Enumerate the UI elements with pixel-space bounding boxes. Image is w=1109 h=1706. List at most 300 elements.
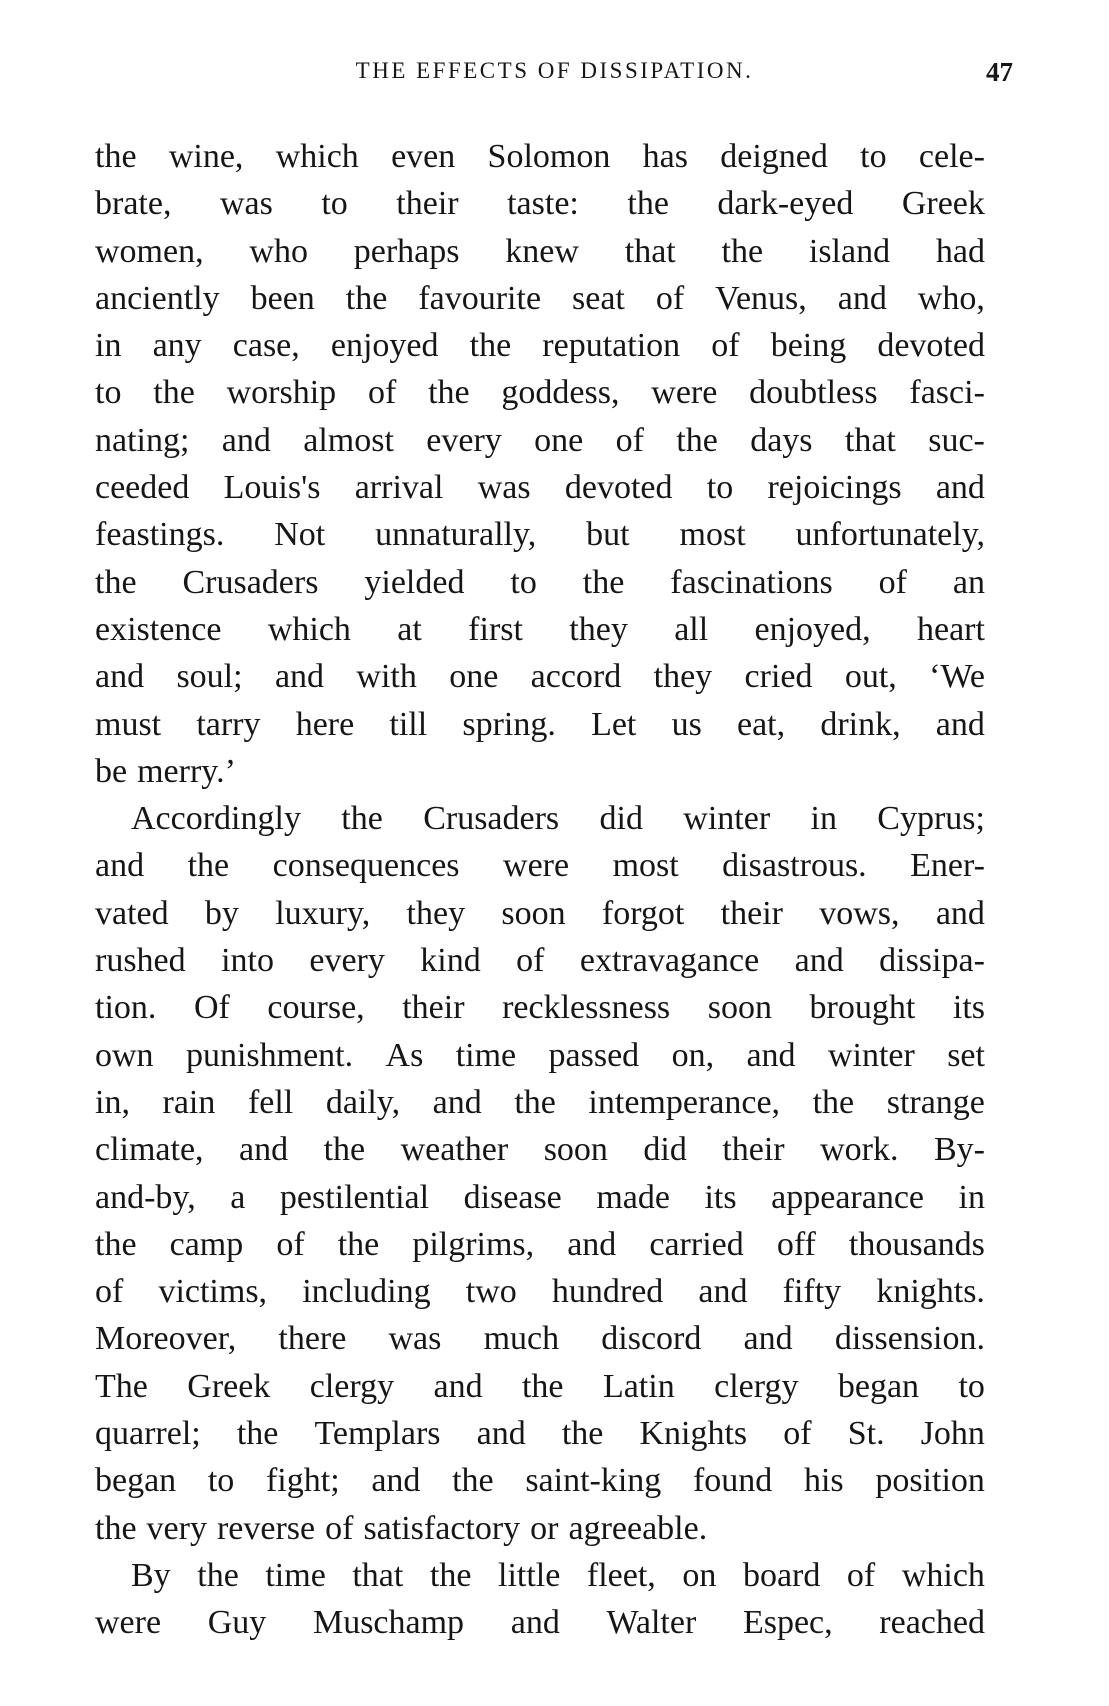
word: by	[204, 894, 239, 932]
text-line	[95, 1032, 985, 1079]
word: to	[321, 185, 348, 223]
word: ‘We	[929, 658, 985, 696]
word: that	[624, 232, 676, 270]
word: and	[567, 1225, 617, 1263]
word: of	[325, 1509, 354, 1547]
word: the	[521, 1367, 564, 1405]
word: By-	[933, 1131, 985, 1169]
word: and	[837, 279, 887, 317]
word: Walter	[606, 1604, 697, 1642]
word: of	[367, 374, 397, 412]
word: on,	[671, 1036, 715, 1074]
word: of	[711, 327, 740, 365]
word: worship	[226, 374, 337, 412]
word: Crusaders	[182, 563, 319, 601]
word: rain	[162, 1083, 216, 1121]
word: heart	[917, 610, 985, 648]
word: to	[207, 1462, 235, 1500]
word: the	[153, 374, 195, 412]
word: feastings.	[95, 516, 225, 554]
word: in,	[95, 1083, 130, 1121]
word: As	[385, 1036, 424, 1074]
word: and	[935, 894, 985, 932]
text-line	[95, 1221, 985, 1268]
word: knights.	[876, 1273, 985, 1311]
word: found	[692, 1462, 773, 1500]
word: discord	[601, 1320, 702, 1358]
word: us	[671, 705, 702, 743]
word: soul;	[176, 658, 243, 696]
word: to	[958, 1367, 985, 1405]
word: being	[770, 327, 847, 365]
word: The	[95, 1367, 148, 1405]
word: arrival	[354, 469, 444, 507]
text-line	[95, 1363, 985, 1410]
text-line	[95, 1315, 985, 1362]
word: daily,	[325, 1083, 401, 1121]
word: little	[498, 1556, 561, 1594]
word: that	[844, 421, 896, 459]
word: kind	[420, 942, 481, 980]
word: the	[95, 563, 137, 601]
word: their	[402, 989, 465, 1027]
word: accord	[530, 658, 622, 696]
word: women,	[95, 232, 204, 270]
word: on	[682, 1556, 717, 1594]
word: favourite	[418, 279, 542, 317]
text-line	[95, 1126, 985, 1173]
word: every	[309, 942, 385, 980]
word: was	[388, 1320, 442, 1358]
word: hundred	[551, 1273, 664, 1311]
word: enjoyed,	[754, 610, 871, 648]
word: and-by,	[95, 1178, 196, 1216]
text-line	[95, 559, 985, 606]
word: and	[433, 1367, 483, 1405]
word: of	[783, 1415, 812, 1453]
word: their	[396, 185, 459, 223]
word: seat	[572, 279, 625, 317]
word: there	[278, 1320, 347, 1358]
word: dissipa-	[879, 942, 985, 980]
word: clergy	[309, 1367, 395, 1405]
word: fascinations	[670, 563, 833, 601]
word: the	[561, 1415, 604, 1453]
word: tion.	[95, 989, 157, 1027]
word: who	[249, 232, 308, 270]
word: was	[219, 185, 273, 223]
word: winter	[827, 1036, 915, 1074]
word: Not	[274, 516, 326, 554]
word: weather	[400, 1131, 509, 1169]
word: to	[706, 469, 734, 507]
word: drink,	[820, 705, 901, 743]
word: off	[776, 1225, 816, 1263]
word: were	[95, 1604, 162, 1642]
word: much	[483, 1320, 560, 1358]
word: a	[230, 1178, 246, 1216]
text-line	[95, 1505, 985, 1552]
word: forgot	[601, 894, 685, 932]
text-line	[95, 606, 985, 653]
word: of	[95, 1273, 124, 1311]
word: and	[935, 705, 985, 743]
word: Solomon	[487, 138, 611, 175]
word: they	[406, 894, 466, 932]
word: was	[477, 469, 531, 507]
word: who,	[917, 279, 985, 317]
word: at	[397, 610, 422, 648]
word: time	[265, 1556, 326, 1594]
word: anciently	[95, 279, 220, 317]
text-line	[95, 1174, 985, 1221]
word: position	[875, 1462, 985, 1500]
word: their	[722, 1131, 785, 1169]
word: Moreover,	[95, 1320, 237, 1358]
word: recklessness	[502, 989, 671, 1027]
word: Accordingly	[131, 800, 301, 838]
word: By	[131, 1556, 171, 1594]
word: the	[429, 1556, 472, 1594]
word: their	[720, 894, 783, 932]
word: clergy	[714, 1367, 799, 1405]
word: the	[187, 847, 230, 885]
word: the	[514, 1083, 556, 1121]
word: the	[721, 232, 764, 270]
word: the	[676, 421, 718, 459]
word: an	[952, 563, 985, 601]
word: most	[679, 516, 746, 554]
word: did	[599, 800, 643, 838]
word: work.	[820, 1131, 899, 1169]
word: time	[455, 1036, 517, 1074]
word: pestilential	[279, 1178, 430, 1216]
word: and	[95, 658, 145, 696]
word: unnaturally,	[375, 516, 537, 554]
word: merry.’	[137, 752, 236, 790]
word: one	[449, 658, 499, 696]
paragraph-start-line	[95, 795, 985, 842]
word: nating;	[95, 421, 190, 459]
word: intemperance,	[588, 1083, 781, 1121]
word: the	[341, 800, 383, 838]
word: the	[469, 327, 512, 365]
word: which	[267, 610, 351, 648]
text-line	[95, 937, 985, 984]
word: they	[569, 610, 628, 648]
word: vows,	[819, 894, 900, 932]
word: and	[274, 658, 325, 696]
word: every	[426, 421, 502, 459]
word: they	[653, 658, 713, 696]
word: to	[860, 138, 887, 175]
word: had	[935, 232, 985, 270]
word: in	[958, 1178, 985, 1216]
word: been	[250, 279, 315, 317]
word: of	[516, 942, 545, 980]
word: one	[534, 421, 584, 459]
word: of	[878, 563, 907, 601]
word: any	[152, 327, 202, 365]
word: its	[704, 1178, 737, 1216]
word: goddess,	[501, 374, 620, 412]
word: and	[239, 1131, 289, 1169]
word: and	[95, 847, 145, 885]
text-line	[95, 1268, 985, 1315]
word: including	[302, 1273, 431, 1311]
word: Ener-	[910, 847, 985, 885]
word: Crusaders	[423, 800, 560, 838]
page-number: 47	[986, 57, 1013, 87]
text-line	[95, 464, 985, 511]
text-line	[95, 275, 985, 322]
word: knew	[505, 232, 579, 270]
word: reputation	[542, 327, 681, 365]
word: the	[337, 1225, 380, 1263]
word: rushed	[95, 942, 186, 980]
word: Louis's	[223, 469, 321, 507]
word: and	[743, 1320, 793, 1358]
word: dissension.	[834, 1320, 985, 1358]
word: Muschamp	[312, 1604, 465, 1642]
word: agreeable.	[568, 1509, 708, 1547]
word: the	[95, 1509, 137, 1547]
text-line	[95, 890, 985, 937]
word: of	[655, 279, 685, 317]
word: unfortunately,	[795, 516, 985, 554]
word: luxury,	[275, 894, 371, 932]
word: board	[742, 1556, 821, 1594]
word: passed	[548, 1036, 640, 1074]
word: of	[276, 1225, 305, 1263]
word: here	[295, 705, 355, 743]
word: eat,	[736, 705, 786, 743]
word: tarry	[196, 705, 261, 743]
word: taste:	[507, 185, 579, 223]
word: thousands	[848, 1225, 985, 1263]
word: and	[432, 1083, 482, 1121]
word: victims,	[158, 1273, 268, 1311]
word: began	[95, 1462, 177, 1500]
word: in	[95, 327, 122, 365]
word: quarrel;	[95, 1415, 201, 1453]
word: pilgrims,	[412, 1225, 535, 1263]
word: very	[146, 1509, 207, 1547]
text-line	[95, 842, 985, 889]
word: Cyprus;	[877, 800, 985, 838]
word: case,	[232, 327, 300, 365]
word: to	[95, 374, 122, 412]
text-line	[95, 653, 985, 700]
word: Of	[193, 989, 230, 1027]
word: the	[452, 1462, 494, 1500]
word: devoted	[564, 469, 673, 507]
word: cele-	[918, 138, 985, 175]
word: own	[95, 1036, 154, 1074]
paragraph-start-line	[95, 1552, 985, 1599]
chapter-title: THE EFFECTS OF DISSIPATION.	[355, 58, 754, 83]
word: and	[510, 1604, 560, 1642]
word: which	[275, 138, 359, 175]
word: most	[612, 847, 679, 885]
text-line	[95, 417, 985, 464]
word: camp	[169, 1225, 244, 1263]
word: ceeded	[95, 469, 190, 507]
word: soon	[501, 894, 566, 932]
word: of	[615, 421, 644, 459]
word: extravagance	[579, 942, 760, 980]
word: the	[95, 1225, 137, 1263]
text-line	[95, 228, 985, 275]
word: Espec,	[742, 1604, 833, 1642]
word: enjoyed	[330, 327, 439, 365]
word: all	[674, 610, 709, 648]
text-line	[95, 1079, 985, 1126]
word: the	[812, 1083, 855, 1121]
word: carried	[649, 1225, 744, 1263]
word: to	[510, 563, 537, 601]
word: wine,	[168, 138, 244, 175]
body-text	[95, 133, 985, 1647]
word: set	[947, 1036, 985, 1074]
word: that	[352, 1556, 404, 1594]
word: the	[95, 138, 137, 175]
word: existence	[95, 610, 222, 648]
word: the	[323, 1131, 366, 1169]
word: climate,	[95, 1131, 204, 1169]
text-line	[95, 1457, 985, 1504]
word: did	[643, 1131, 687, 1169]
word: the	[582, 563, 625, 601]
word: which	[901, 1556, 985, 1594]
word: the	[236, 1415, 279, 1453]
word: even	[391, 138, 456, 175]
text-line	[95, 133, 985, 180]
word: suc-	[928, 421, 985, 459]
word: soon	[543, 1131, 608, 1169]
text-line	[95, 1599, 985, 1646]
word: Knights	[639, 1415, 748, 1453]
word: dark-eyed	[717, 185, 854, 223]
word: the	[197, 1556, 239, 1594]
word: were	[651, 374, 718, 412]
word: and	[221, 421, 271, 459]
word: and	[476, 1415, 526, 1453]
word: reached	[879, 1604, 985, 1642]
word: St.	[847, 1415, 885, 1453]
word: saint-king	[525, 1462, 662, 1500]
word: must	[95, 705, 162, 743]
word: were	[503, 847, 570, 885]
word: devoted	[877, 327, 985, 365]
word: Let	[591, 705, 637, 743]
word: vated	[95, 894, 169, 932]
word: his	[803, 1462, 844, 1500]
word: and	[794, 942, 844, 980]
word: brate,	[95, 185, 172, 223]
text-line	[95, 369, 985, 416]
word: John	[920, 1415, 985, 1453]
word: appearance	[771, 1178, 925, 1216]
text-line	[95, 701, 985, 748]
word: in	[810, 800, 837, 838]
word: Guy	[207, 1604, 267, 1642]
word: days	[750, 421, 813, 459]
word: island	[808, 232, 891, 270]
word: spring.	[462, 705, 556, 743]
word: fell	[247, 1083, 294, 1121]
word: with	[356, 658, 417, 696]
word: deigned	[720, 138, 828, 175]
word: the	[627, 185, 669, 223]
text-line	[95, 180, 985, 227]
word: Templars	[314, 1415, 441, 1453]
word: has	[642, 138, 688, 175]
word: consequences	[272, 847, 460, 885]
word: out,	[844, 658, 897, 696]
word: fasci-	[909, 374, 985, 412]
word: and	[746, 1036, 796, 1074]
word: winter	[683, 800, 771, 838]
word: first	[468, 610, 523, 648]
word: punishment.	[185, 1036, 354, 1074]
word: and	[935, 469, 985, 507]
word: into	[221, 942, 274, 980]
word: till	[389, 705, 428, 743]
word: of	[846, 1556, 876, 1594]
word: Venus,	[715, 279, 807, 317]
word: satisfactory	[363, 1509, 521, 1547]
word: or	[530, 1509, 559, 1547]
word: but	[586, 516, 630, 554]
word: yielded	[364, 563, 465, 601]
word: the	[428, 374, 470, 412]
word: soon	[707, 989, 772, 1027]
word: cried	[744, 658, 813, 696]
text-line	[95, 322, 985, 369]
word: fleet,	[586, 1556, 656, 1594]
word: Greek	[901, 185, 985, 223]
word: Greek	[187, 1367, 271, 1405]
word: fifty	[782, 1273, 842, 1311]
word: brought	[809, 989, 916, 1027]
word: almost	[303, 421, 394, 459]
word: began	[837, 1367, 920, 1405]
word: disastrous.	[722, 847, 867, 885]
word: two	[465, 1273, 517, 1311]
running-header	[0, 58, 1109, 98]
word: rejoicings	[767, 469, 902, 507]
word: made	[596, 1178, 670, 1216]
word: the	[345, 279, 388, 317]
word: perhaps	[353, 232, 460, 270]
word: reverse	[216, 1509, 316, 1547]
word: course,	[267, 989, 365, 1027]
text-line	[95, 511, 985, 558]
text-line	[95, 748, 985, 795]
word: and	[371, 1462, 421, 1500]
word: fight;	[265, 1462, 340, 1500]
word: its	[952, 989, 985, 1027]
word: strange	[886, 1083, 985, 1121]
word: Latin	[602, 1367, 675, 1405]
word: be	[95, 752, 128, 790]
word: disease	[463, 1178, 562, 1216]
text-line	[95, 1410, 985, 1457]
word: doubtless	[749, 374, 878, 412]
word: and	[698, 1273, 748, 1311]
text-line	[95, 984, 985, 1031]
